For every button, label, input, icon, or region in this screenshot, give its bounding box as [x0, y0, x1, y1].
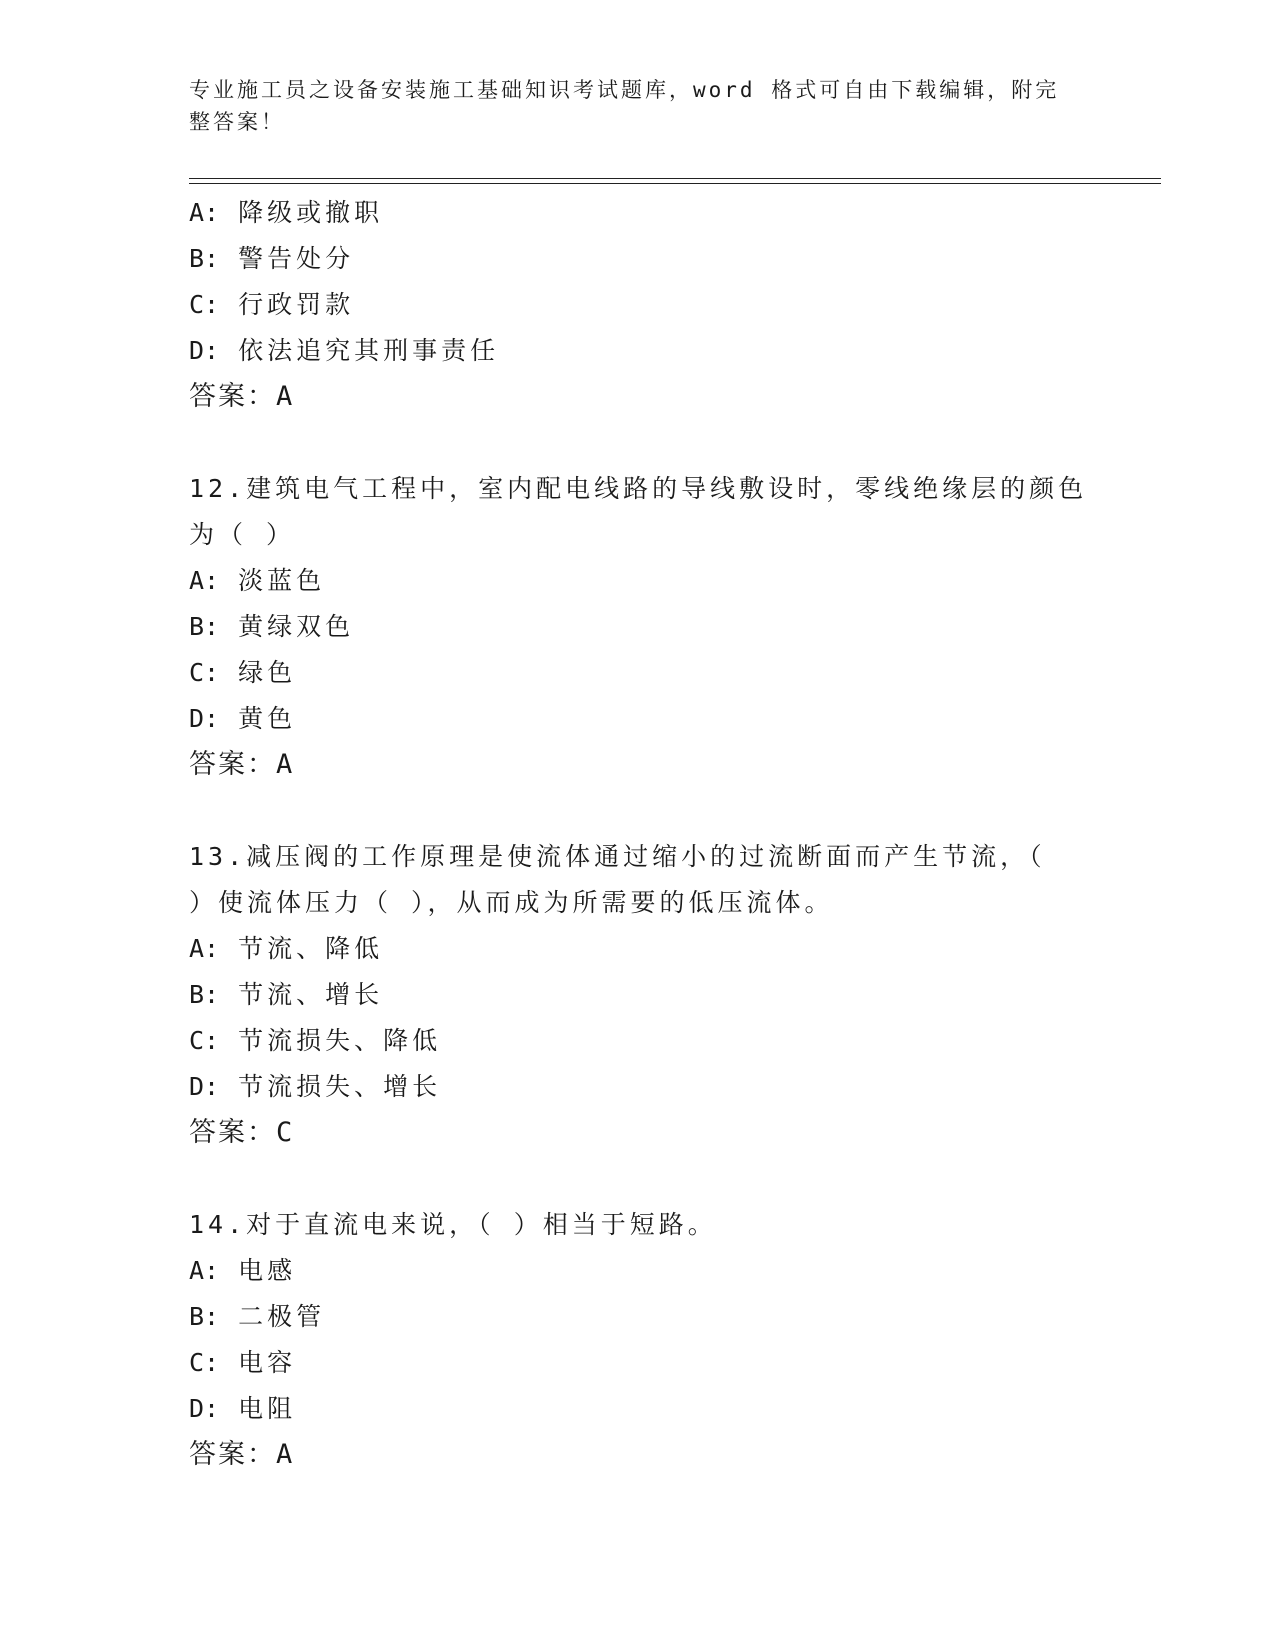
answer-line: 答案：A: [189, 381, 295, 412]
question-stem: 13.减压阀的工作原理是使流体通过缩小的过流断面而产生节流，（: [189, 842, 1046, 871]
answer-line: 答案：C: [189, 1117, 295, 1148]
option-b: B: 警告处分: [189, 244, 355, 273]
option-c: C: 电容: [189, 1348, 297, 1377]
question-list: [189, 190, 1109, 1478]
question-stem: 12.建筑电气工程中，室内配电线路的导线敷设时，零线绝缘层的颜色: [189, 474, 1088, 503]
document-header: 专业施工员之设备安装施工基础知识考试题库，word 格式可自由下载编辑，附完整答案！: [189, 78, 1060, 134]
option-b: B: 二极管: [189, 1302, 326, 1331]
question-stem: 14.对于直流电来说，（ ）相当于短路。: [189, 1210, 717, 1239]
option-c: C: 节流损失、降低: [189, 1026, 442, 1055]
question-14: [189, 1202, 1109, 1478]
header-divider-bottom: [189, 183, 1161, 184]
question-stem-continued: 为（ ）: [189, 520, 296, 549]
option-b: B: 黄绿双色: [189, 612, 355, 641]
option-c: C: 行政罚款: [189, 290, 355, 319]
option-d: D: 依法追究其刑事责任: [189, 336, 500, 365]
answer-line: 答案：A: [189, 749, 295, 780]
answer-line: 答案：A: [189, 1439, 295, 1470]
option-c: C: 绿色: [189, 658, 297, 687]
option-b: B: 节流、增长: [189, 980, 384, 1009]
question-12: [189, 466, 1109, 788]
option-d: D: 电阻: [189, 1394, 297, 1423]
option-a: A: 电感: [189, 1256, 297, 1285]
question-13: [189, 834, 1109, 1156]
question-11: [189, 190, 1109, 420]
header-divider-top: [189, 178, 1161, 179]
question-stem-continued: ）使流体压力（ ），从而成为所需要的低压流体。: [189, 888, 834, 917]
option-d: D: 黄色: [189, 704, 297, 733]
option-d: D: 节流损失、增长: [189, 1072, 442, 1101]
option-a: A: 节流、降低: [189, 934, 384, 963]
option-a: A: 淡蓝色: [189, 566, 326, 595]
option-a: A: 降级或撤职: [189, 198, 384, 227]
